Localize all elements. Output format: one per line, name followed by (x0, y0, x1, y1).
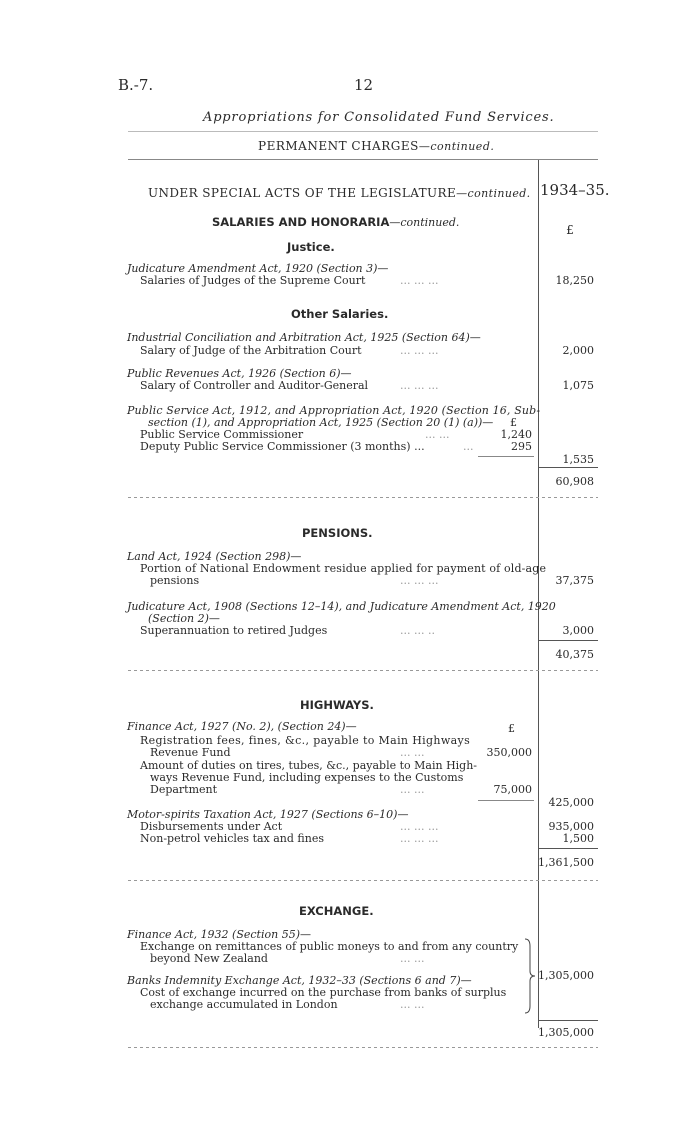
motor-disbursements-dots: ... ... ... (400, 820, 439, 833)
subtitle-main: PERMANENT CHARGES (258, 139, 419, 153)
public-service-subtotal-rule (478, 456, 534, 457)
salaries-section-total: 60,908 (555, 475, 594, 488)
currency-symbol: £ (566, 223, 574, 237)
superannuation-amount: 3,000 (562, 624, 594, 637)
exchange-remittances-dots: ... ... (400, 952, 425, 965)
motor-spirits-act: Motor-spirits Taxation Act, 1927 (Sections 6–10)— (127, 808, 409, 821)
exchange-heading: EXCHANGE. (299, 904, 374, 918)
salaries-heading-text: SALARIES AND HONORARIA (212, 215, 390, 229)
public-revenues-amount: 1,075 (562, 379, 594, 392)
page-subtitle (258, 139, 494, 153)
page-number: 12 (354, 76, 374, 94)
finance-act-subtotal-rule (478, 800, 534, 801)
exchange-bracket-amount: 1,305,000 (538, 969, 594, 982)
pensions-section-total: 40,375 (555, 648, 594, 661)
justice-item: Salaries of Judges of the Supreme Court (140, 274, 366, 287)
superannuation-item: Superannuation to retired Judges (140, 624, 328, 637)
exchange-bracket (524, 938, 536, 1014)
deputy-commissioner-amount: 295 (511, 440, 532, 453)
banks-exchange-cost-dots: ... ... (400, 998, 425, 1011)
justice-heading: Justice. (287, 240, 335, 254)
public-revenues-item: Salary of Controller and Auditor-General (140, 379, 369, 392)
justice-dots: ... ... ... (400, 274, 439, 287)
non-petrol-vehicles-tax: Non-petrol vehicles tax and fines (140, 832, 325, 845)
judicature-act-line2: (Section 2)— (148, 612, 220, 625)
industrial-conciliation-item: Salary of Judge of the Arbitration Court (140, 344, 362, 357)
public-service-commissioner-amount: 1,240 (500, 428, 532, 441)
public-service-pound: £ (510, 416, 517, 429)
exchange-remittances-line2: beyond New Zealand (150, 952, 268, 965)
header-rule (128, 159, 598, 160)
pensions-heading: PENSIONS. (302, 526, 373, 540)
exchange-total-rule (538, 1020, 598, 1021)
justice-amount: 18,250 (555, 274, 594, 287)
banks-exchange-cost-line1: Cost of exchange incurred on the purchase from banks of surplus (140, 986, 507, 999)
land-act-amount: 37,375 (555, 574, 594, 587)
industrial-conciliation-dots: ... ... ... (400, 344, 439, 357)
subtitle-continued: —continued. (418, 140, 495, 153)
finance-act-1927-total: 425,000 (548, 796, 594, 809)
public-service-commissioner-dots: ... ... (425, 428, 450, 441)
exchange-remittances-line1: Exchange on remittances of public moneys to and from any country (140, 940, 519, 953)
document-reference: B.-7. (118, 76, 154, 94)
land-act-dots: ... ... ... (400, 574, 439, 587)
salaries-section-divider (128, 497, 598, 498)
page-title: Appropriations for Consolidated Fund Services. (203, 110, 555, 125)
public-revenues-act: Public Revenues Act, 1926 (Section 6)— (127, 367, 352, 380)
registration-fees-dots: ... ... (400, 746, 425, 759)
exchange-section-divider (128, 1047, 598, 1048)
banks-indemnity-act: Banks Indemnity Exchange Act, 1932–33 (Sections 6 and 7)— (127, 974, 472, 987)
highways-section-total: 1,361,500 (538, 856, 594, 869)
non-petrol-vehicles-amount: 1,500 (562, 832, 594, 845)
exchange-section-total: 1,305,000 (538, 1026, 594, 1039)
pensions-section-divider (128, 670, 598, 671)
main-section-prefix: UNDER SPECIAL ACTS OF THE LEGISLATURE (148, 186, 457, 200)
public-service-commissioner: Public Service Commissioner (140, 428, 304, 441)
land-act-item-line2: pensions (150, 574, 200, 587)
non-petrol-vehicles-dots: ... ... ... (400, 832, 439, 845)
main-section-continued: —continued. (456, 187, 531, 200)
tire-duties-line3: Department (150, 783, 218, 796)
land-act: Land Act, 1924 (Section 298)— (127, 550, 302, 563)
banks-exchange-cost-line2: exchange accumulated in London (150, 998, 338, 1011)
year-column-header: 1934–35. (540, 181, 610, 199)
deputy-commissioner-dots: ... (463, 440, 474, 453)
public-service-act-line2: section (1), and Appropriation Act, 1925 (Section 20 (1) (a))— (148, 416, 494, 429)
public-revenues-dots: ... ... ... (400, 379, 439, 392)
land-act-item-line1: Portion of National Endowment residue applied for payment of old-age (140, 562, 547, 575)
highways-pound: £ (508, 722, 515, 735)
main-section-heading (148, 186, 531, 200)
deputy-commissioner: Deputy Public Service Commissioner (3 months) ... (140, 440, 425, 453)
public-service-total: 1,535 (562, 453, 594, 466)
motor-disbursements: Disbursements under Act (140, 820, 283, 833)
salaries-total-rule (538, 467, 598, 468)
registration-fees-amount: 350,000 (486, 746, 532, 759)
finance-act-1932: Finance Act, 1932 (Section 55)— (127, 928, 311, 941)
public-service-act-line1: Public Service Act, 1912, and Appropriation Act, 1920 (Section 16, Sub- (127, 404, 541, 417)
tire-duties-line1: Amount of duties on tires, tubes, &c., payable to Main High- (140, 759, 478, 772)
title-rule (128, 131, 598, 132)
justice-act: Judicature Amendment Act, 1920 (Section 3)— (127, 262, 389, 275)
salaries-heading (212, 215, 459, 229)
finance-act-1927: Finance Act, 1927 (No. 2), (Section 24)— (127, 720, 357, 733)
other-salaries-heading: Other Salaries. (291, 307, 389, 321)
highways-section-divider (128, 880, 598, 881)
highways-heading: HIGHWAYS. (300, 698, 374, 712)
highways-total-rule (538, 848, 598, 849)
registration-fees-line2: Revenue Fund (150, 746, 231, 759)
tire-duties-dots: ... ... (400, 783, 425, 796)
salaries-heading-continued: —continued. (389, 216, 460, 229)
judicature-act-line1: Judicature Act, 1908 (Sections 12–14), and Judicature Amendment Act, 1920 (127, 600, 556, 613)
tire-duties-line2: ways Revenue Fund, including expenses to the Customs (150, 771, 464, 784)
amount-column-rule (538, 160, 539, 1028)
tire-duties-amount: 75,000 (493, 783, 532, 796)
motor-disbursements-amount: 935,000 (548, 820, 594, 833)
industrial-conciliation-amount: 2,000 (562, 344, 594, 357)
registration-fees-line1: Registration fees, fines, &c., payable to Main Highways (140, 734, 471, 747)
industrial-conciliation-act: Industrial Conciliation and Arbitration Act, 1925 (Section 64)— (127, 331, 481, 344)
pensions-total-rule (538, 640, 598, 641)
superannuation-dots: ... ... .. (400, 624, 435, 637)
